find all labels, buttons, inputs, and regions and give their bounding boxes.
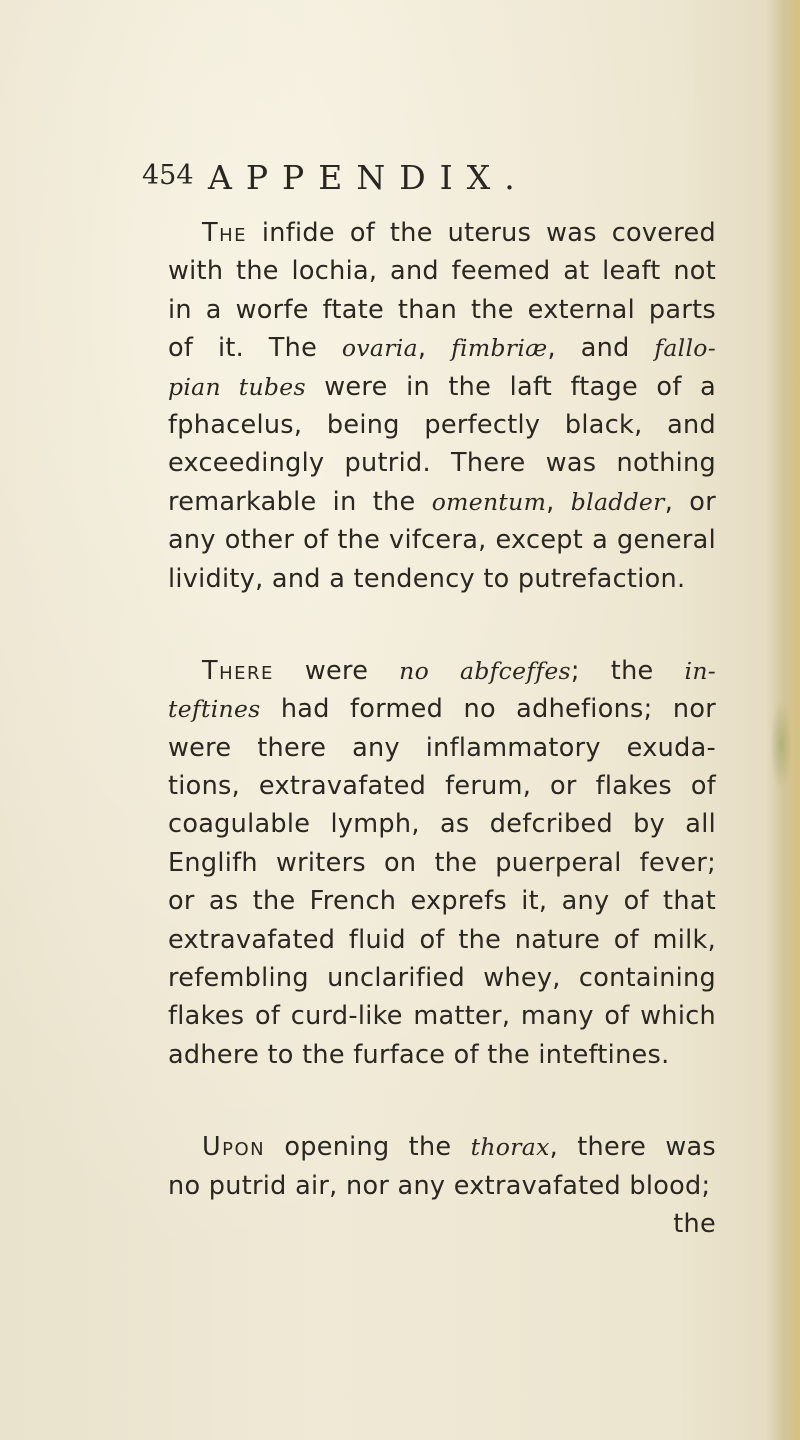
text-run: any other of the vifcera, except a general <box>168 525 716 556</box>
text-run: flakes of curd-like matter, many of which <box>168 1001 716 1032</box>
text-line <box>168 805 716 843</box>
text-run: were <box>273 655 400 686</box>
italic-term: abfceffes <box>460 656 571 685</box>
text-run: opening the <box>265 1132 471 1163</box>
text-line <box>168 444 716 482</box>
text-line <box>168 329 716 367</box>
paragraph-gap <box>168 598 716 652</box>
running-title: APPENDIX. <box>208 158 529 197</box>
text-run: in a worfe ftate than the external parts <box>168 294 716 325</box>
text-run: adhere to the furface of the inteftines. <box>168 1039 670 1070</box>
small-caps-word: Upon <box>202 1132 266 1163</box>
italic-term: in- <box>684 656 716 685</box>
text-line <box>168 560 716 598</box>
text-run: Englifh writers on the puerperal fever; <box>168 847 716 878</box>
text-line <box>168 1167 716 1205</box>
text-run: remarkable in the <box>168 486 432 517</box>
paragraph <box>168 652 716 1074</box>
text-run: were there any inflammatory exuda- <box>168 732 716 763</box>
catchword: the <box>673 1208 716 1239</box>
text-run: coagulable lymph, as defcribed by all <box>168 809 716 840</box>
text-run <box>429 656 460 686</box>
paragraph-gap <box>168 1074 716 1128</box>
italic-term: no <box>399 656 430 685</box>
italic-term: pian tubes <box>168 372 306 401</box>
text-line <box>168 521 716 559</box>
text-run: , and <box>547 333 655 364</box>
italic-term: ovaria <box>341 334 418 363</box>
text-line <box>168 997 716 1035</box>
text-run: refembling unclarified whey, containing <box>168 963 716 994</box>
italic-term: fimbriæ <box>451 334 548 363</box>
text-run: , <box>417 333 452 364</box>
italic-term: omentum <box>431 487 547 516</box>
italic-term: bladder <box>570 487 665 516</box>
text-line <box>168 214 716 252</box>
page-number: 454 <box>142 160 194 191</box>
text-line <box>168 1036 716 1074</box>
text-run: extravafated fluid of the nature of milk, <box>168 924 716 955</box>
paragraph <box>168 214 716 598</box>
text-line <box>168 959 716 997</box>
italic-term: thorax <box>470 1133 550 1162</box>
text-line <box>168 483 716 521</box>
text-line <box>168 291 716 329</box>
text-line <box>168 368 716 406</box>
italic-term: teftines <box>168 695 261 724</box>
text-run: , <box>546 486 571 517</box>
text-run: no putrid air, nor any extravafated blood; <box>168 1170 711 1201</box>
text-line <box>168 406 716 444</box>
text-run: had formed no adhefions; nor <box>260 694 716 725</box>
body-text <box>168 214 716 1243</box>
small-caps-word: There <box>202 655 274 686</box>
text-line <box>168 252 716 290</box>
paragraph <box>168 1128 716 1205</box>
text-line <box>168 729 716 767</box>
text-line <box>168 882 716 920</box>
small-caps-word: The <box>202 218 247 248</box>
italic-term: fallo- <box>654 334 716 363</box>
text-run: of it. The <box>168 333 342 364</box>
text-line <box>168 767 716 805</box>
text-line <box>168 921 716 959</box>
text-run: ; the <box>570 655 685 686</box>
text-run: or as the French exprefs it, any of that <box>168 886 716 917</box>
text-line <box>168 690 716 728</box>
text-run: were in the laft ftage of a <box>305 371 716 402</box>
text-run: lividity, and a tendency to putrefaction. <box>168 563 686 594</box>
text-line <box>168 1128 716 1166</box>
text-line <box>168 844 716 882</box>
text-run: fphacelus, being perfectly black, and <box>168 409 716 440</box>
page-stain <box>770 700 792 790</box>
text-run: infide of the uterus was covered <box>247 218 716 248</box>
text-run: exceedingly putrid. There was nothing <box>168 448 716 479</box>
text-line <box>168 652 716 690</box>
text-run: tions, extravafated ferum, or flakes of <box>168 771 716 802</box>
text-run: , or <box>664 486 716 517</box>
text-run: with the lochia, and feemed at leaft not <box>168 256 716 287</box>
text-run: , there was <box>549 1132 716 1163</box>
page-header <box>142 158 622 198</box>
